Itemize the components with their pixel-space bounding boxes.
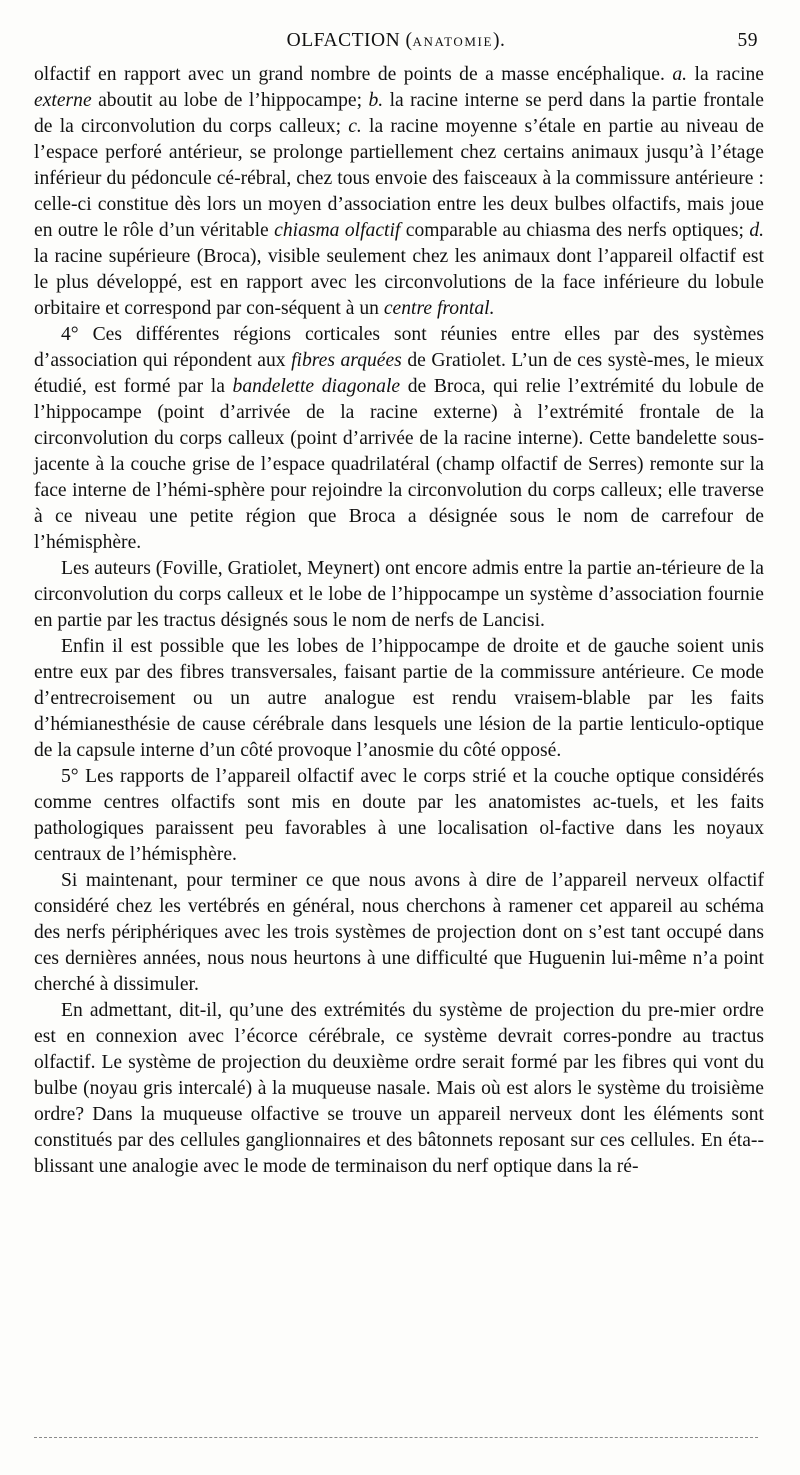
text-segment: de Gratiolet. L’un de ces systè-mes, le mieux étudié, est formé par la <box>34 350 764 397</box>
text-segment: En admettant, dit-il, qu’une des extrémités du système de projection du pre-mier ordre est en connexion avec l’écorce cérébrale, ce système devrait corres-pondre au tractus olfactif. Le système de projection du deuxième ordre serait formé par les fibres qui vont du bulbe (noyau gris intercalé) à la muqueuse nasale. Mais où est alors le système du troisième ordre? Dans la muqueuse olfactive se trouve un appareil nerveux dont les éléments sont constitués par des cellules ganglionnaires et des bâtonnets reposant sur ces cellules. En éta-blissant une analogie avec le mode de terminaison du nerf optique dans la ré- <box>34 1000 764 1177</box>
text-segment: Les auteurs (Foville, Gratiolet, Meynert) ont encore admis entre la partie an-térieure de la circonvolution du corps calleux et le lobe de l’hippocampe un système d’association fournie en partie par les tractus désignés sous le nom de nerfs de Lancisi. <box>34 558 764 631</box>
text-segment: la racine moyenne s’étale en partie au niveau de l’espace perforé antérieur, se prolonge partiellement chez certains animaux jusqu’à l’étage inférieur du pédoncule cé-rébral, chez tous envoie des faisceaux à la commissure antérieure : celle-ci constitue dès lors un moyen d’association entre les deux bulbes olfactifs, mais joue en outre le rôle d’un véritable <box>34 116 764 241</box>
italic-text: c. <box>348 116 362 137</box>
running-title-paren-close: ). <box>493 30 506 51</box>
paragraph <box>34 998 764 1180</box>
italic-text: b. <box>368 90 384 111</box>
italic-text: fibres arquées <box>291 350 402 371</box>
italic-text: externe <box>34 90 92 111</box>
footer-dotted-rule <box>34 1437 758 1438</box>
italic-text: a. <box>672 64 688 85</box>
page-number: 59 <box>737 30 758 51</box>
running-header <box>34 30 758 58</box>
text-segment: 4° Ces différentes régions corticales sont réunies entre elles par des systèmes d’association qui répondent aux <box>34 324 764 371</box>
running-title-paren-open: ( <box>400 30 413 51</box>
text-segment: Si maintenant, pour terminer ce que nous avons à dire de l’appareil nerveux olfactif considéré chez les vertébrés en général, nous cherchons à ramener cet appareil au schéma des nerfs périphériques avec les trois systèmes de projection dont on s’est tant occupé dans ces dernières années, nous nous heurtons à une difficulté que Huguenin lui-même n’a point cherché à dissimuler. <box>34 870 764 995</box>
paragraph <box>34 764 764 868</box>
paragraph <box>34 634 764 764</box>
text-segment: de Broca, qui relie l’extrémité du lobule de l’hippocampe (point d’arrivée de la racine externe) à l’extrémité frontale de la circonvolution du corps calleux (point d’arrivée de la racine interne). Cette bandelette sous-jacente à la couche grise de l’espace quadrilatéral (champ olfactif de Serres) remonte sur la face interne de l’hémi-sphère pour rejoindre la circonvolution du corps calleux; elle traverse à ce niveau une petite région que Broca a désignée sous le nom de carrefour de l’hémisphère. <box>34 376 764 553</box>
text-segment: Enfin il est possible que les lobes de l’hippocampe de droite et de gauche soient unis entre eux par des fibres transversales, faisant partie de la commissure antérieure. Ce mode d’entrecroisement ou un autre analogue est rendu vraisem-blable par les faits d’hémianesthésie de cause cérébrale dans lesquels une lésion de la partie lenticulo-optique de la capsule interne d’un côté provoque l’anosmie du côté opposé. <box>34 636 764 761</box>
text-segment: la racine supérieure (Broca), visible seulement chez les animaux dont l’appareil olfactif est le plus développé, est en rapport avec les circonvolutions de la face inférieure du lobule orbitaire et correspond par con-séquent à un <box>34 246 764 319</box>
italic-text: centre frontal. <box>383 298 495 319</box>
paragraph <box>34 868 764 998</box>
running-title-main: OLFACTION <box>286 30 401 51</box>
paragraph <box>34 322 764 556</box>
paragraph <box>34 556 764 634</box>
running-title <box>34 30 758 52</box>
text-segment: comparable au chiasma des nerfs optiques; <box>400 220 750 241</box>
text-segment: 5° Les rapports de l’appareil olfactif avec le corps strié et la couche optique considérés comme centres olfactifs sont mis en doute par les anatomistes ac-tuels, et les faits pathologiques paraissent peu favorables à une localisation ol-factive dans les noyaux centraux de l’hémisphère. <box>34 766 764 865</box>
text-segment: olfactif en rapport avec un grand nombre de points de a masse encéphalique. <box>34 64 673 85</box>
body-text <box>34 62 764 1180</box>
text-segment: la racine interne se perd dans la partie frontale de la circonvolution du corps calleux; <box>34 90 764 137</box>
running-title-subtitle: ANATOMIE <box>412 34 493 49</box>
paragraph <box>34 62 764 322</box>
italic-text: chiasma olfactif <box>274 220 401 241</box>
italic-text: bandelette diagonale <box>232 376 401 397</box>
italic-text: d. <box>749 220 765 241</box>
text-segment: la racine <box>687 64 765 85</box>
text-segment: aboutit au lobe de l’hippocampe; <box>91 90 369 111</box>
